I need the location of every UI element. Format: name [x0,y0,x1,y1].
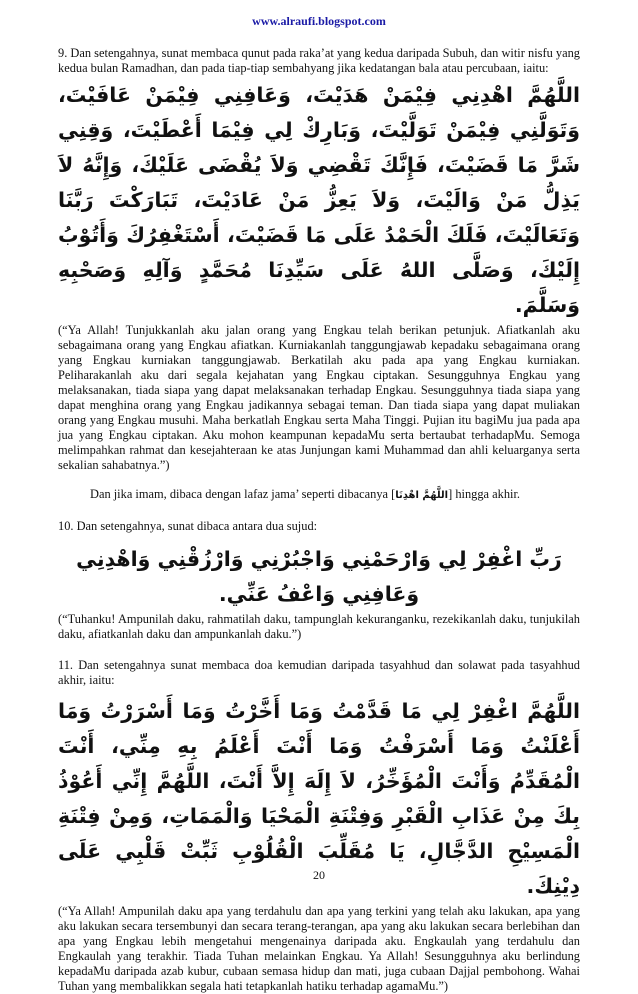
item-9-imam-note [58,487,580,503]
imam-note-arabic: اللَّهُمَّ اهْدِنَا [395,490,449,501]
imam-note-suffix: ] hingga akhir. [448,487,521,501]
header-url: www.alraufi.blogspot.com [252,14,386,28]
item-9-qunut-arabic: اللَّهُمَّ اهْدِنِي فِيْمَنْ هَدَيْتَ، وَعَافِنِي فِيْمَنْ عَافَيْتَ، وَتَوَلَّنِي فِيْمَنْ تَوَلَّيْتَ، وَبَارِكْ لِي فِيْمَا أَعْطَيْتَ، وَقِنِي شَرَّ مَا قَضَيْتَ، فَإِنَّكَ تَقْضِي وَلاَ يُقْضَى عَلَيْكَ، وَإِنَّهُ لاَ يَذِلُّ مَنْ وَالَيْتَ، وَلاَ يَعِزُّ مَنْ عَادَيْتَ، تَبَارَكْتَ رَبَّنَا وَتَعَالَيْتَ، فَلَكَ الْحَمْدُ عَلَى مَا قَضَيْتَ، أَسْتَغْفِرُكَ وَأَتُوْبُ إِلَيْكَ، وَصَلَّى اللهُ عَلَى سَيِّدِنَا مُحَمَّدٍ وَآلِهِ وَصَحْبِهِ وَسَلَّمَ. [58,83,580,317]
item-10-intro: 10. Dan setengahnya, sunat dibaca antara dua sujud: [58,519,318,533]
page-number: 20 [313,868,325,882]
item-10-arabic: رَبِّ اغْفِرْ لِي وَارْحَمْنِي وَاجْبُرْنِي وَارْزُقْنِي وَاهْدِنِي وَعَافِنِي وَاعْفُ عَنِّي. [76,547,562,606]
imam-note-prefix: Dan jika imam, dibaca dengan lafaz jama’ seperti dibacanya [ [90,487,396,501]
item-9-intro: 9. Dan setengahnya, sunat membaca qunut pada raka’at yang kedua daripada Subuh, dan witir nisfu yang kedua bulan Ramadhan, dan pada tiap-tiap sembahyang jika kedatangan bala atau percubaan, iaitu: [58,46,580,75]
item-10-translation: (“Tuhanku! Ampunilah daku, rahmatilah daku, tampunglah kekuranganku, rezekikanlah daku, tunjukilah daku, afiatkanlah daku dan ampunkanlah daku.”) [58,612,580,641]
item-9-translation: (“Ya Allah! Tunjukkanlah aku jalan orang yang Engkau telah berikan petunjuk. Afiatkanlah aku sebagaimana orang yang Engkau afiatkan. Kurniakanlah tanggungjawab kepadaku sebagaimana orang yang Engkau kurniakan tanggungjawab. Berkatilah aku pada apa yang Engkau kurniakan. Peliharakanlah aku dari segala kejahatan yang Engkau ciptakan. Sesungguhnya Engkau yang melaksanakan, tiada siapa yang dapat melaksanakan terhadap Engkau. Sesungguhnya tiada siapa yang dapat menghina orang yang Engkau jadikannya sebagai teman. Dan tiada siapa yang dapat muliakan orang yang Engkau musuhi. Maha berkatlah Engkau serta Maha Tinggi. Pujian itu bagiMu jua pada apa jua yang Engkau ciptakan. Aku mohon keampunan kepadaMu serta bertaubat terhadapMu. Semoga melimpahkan rahmat dan kesejahteraan ke atas Junjungan kami Muhammad dan ahli keluarganya serta sekalian sahabatnya.”) [58,323,580,472]
page-content [58,46,580,994]
item-11-intro: 11. Dan setengahnya sunat membaca doa kemudian daripada tasyahhud dan solawat pada tasyahhud akhir, iaitu: [58,658,580,687]
item-11-translation: (“Ya Allah! Ampunilah daku apa yang terdahulu dan apa yang terkini yang telah aku lakukan, apa yang aku lakukan secara tersembunyi dan secara terang-terangan, apa yang aku lakukan secara berlebihan dan apa yang Engkau lebih mengetahui mengenainya daripada aku. Engkaulah yang terdahulu dan Engkaulah yang terakhir. Tiada Tuhan melainkan Engkau. Ya Allah! Sesungguhnya aku berlindung kepadaMu daripada azab kubur, cubaan semasa hidup dan mati, juga cubaan Dajjal pembohong. Wahai Tuhan yang membalikkan segala hati tetapkanlah hatiku terhadap agamaMu.”) [58,904,580,993]
item-11-arabic: اللَّهُمَّ اغْفِرْ لِي مَا قَدَّمْتُ وَمَا أَخَّرْتُ وَمَا أَسْرَرْتُ وَمَا أَعْلَنْتُ وَمَا أَسْرَفْتُ وَمَا أَنْتَ أَعْلَمُ بِهِ مِنِّي، أَنْتَ الْمُقَدِّمُ وَأَنْتَ الْمُؤَخِّرُ، لاَ إِلَهَ إِلاَّ أَنْتَ، اللَّهُمَّ إِنِّي أَعُوْذُ بِكَ مِنْ عَذَابِ الْقَبْرِ وَفِتْنَةِ الْمَحْيَا وَالْمَمَاتِ، وَمِنْ فِتْنَةِ الْمَسِيْحِ الدَّجَّالِ، يَا مُقَلِّبَ الْقُلُوْبِ ثَبِّتْ قَلْبِي عَلَى دِيْنِكَ. [58,699,580,898]
